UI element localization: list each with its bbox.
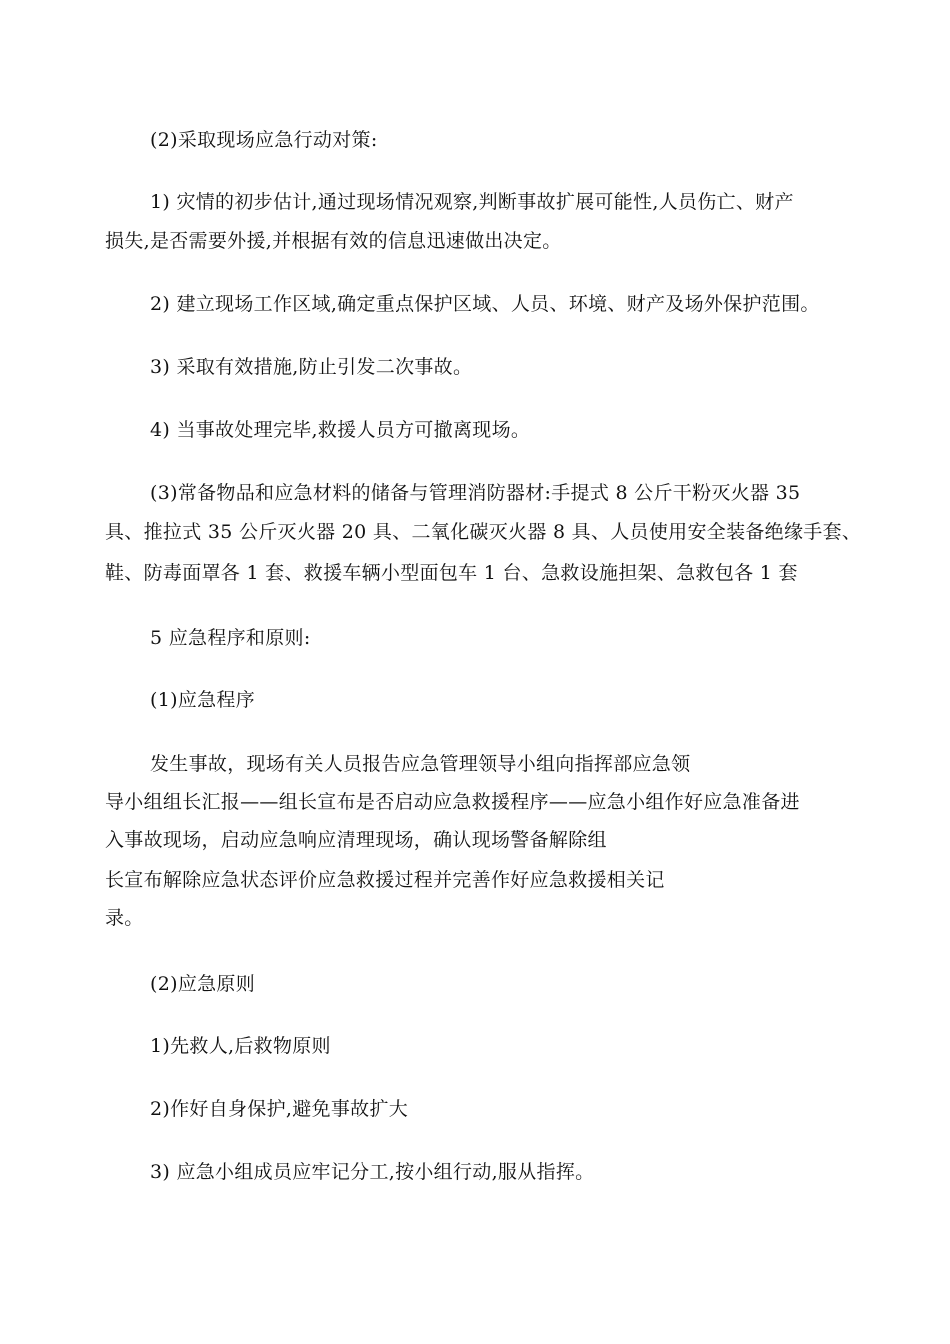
section-5-heading: 5 应急程序和原则: [150,627,311,649]
procedure-line-4: 长宣布解除应急状态评价应急救援过程并完善作好应急救援相关记 [105,869,665,891]
item-1-line-2: 损失,是否需要外援,并根据有效的信息迅速做出决定。 [105,230,562,252]
item-3: 3) 采取有效措施,防止引发二次事故。 [150,356,473,378]
principle-1: 1)先救人,后救物原则 [150,1035,331,1057]
procedure-heading: (1)应急程序 [150,689,256,711]
section-3-line-1: (3)常备物品和应急材料的储备与管理消防器材:手提式 8 公斤干粉灭火器 35 [150,482,801,504]
procedure-line-1: 发生事故，现场有关人员报告应急管理领导小组向指挥部应急领 [150,753,691,775]
item-1-line-1: 1) 灾情的初步估计,通过现场情况观察,判断事故扩展可能性,人员伤亡、财产 [150,191,794,213]
procedure-line-5: 录。 [105,907,144,929]
item-2: 2) 建立现场工作区域,确定重点保护区域、人员、环境、财产及场外保护范围。 [150,293,820,315]
item-4: 4) 当事故处理完毕,救援人员方可撤离现场。 [150,419,531,441]
section-3-line-2: 具、推拉式 35 公斤灭火器 20 具、二氧化碳灭火器 8 具、人员使用安全装备绝缘手套、 [105,521,862,543]
procedure-line-2: 导小组组长汇报——组长宣布是否启动应急救援程序——应急小组作好应急准备进 [105,791,800,813]
procedure-line-3: 入事故现场，启动应急响应清理现场，确认现场警备解除组 [105,829,607,851]
section-3-line-3: 鞋、防毒面罩各 1 套、救援车辆小型面包车 1 台、急救设施担架、急救包各 1 套 [105,562,798,584]
principle-heading: (2)应急原则 [150,973,256,995]
principle-2: 2)作好自身保护,避免事故扩大 [150,1098,409,1120]
section-2-heading: (2)采取现场应急行动对策: [150,129,378,151]
principle-3: 3) 应急小组成员应牢记分工,按小组行动,服从指挥。 [150,1161,595,1183]
